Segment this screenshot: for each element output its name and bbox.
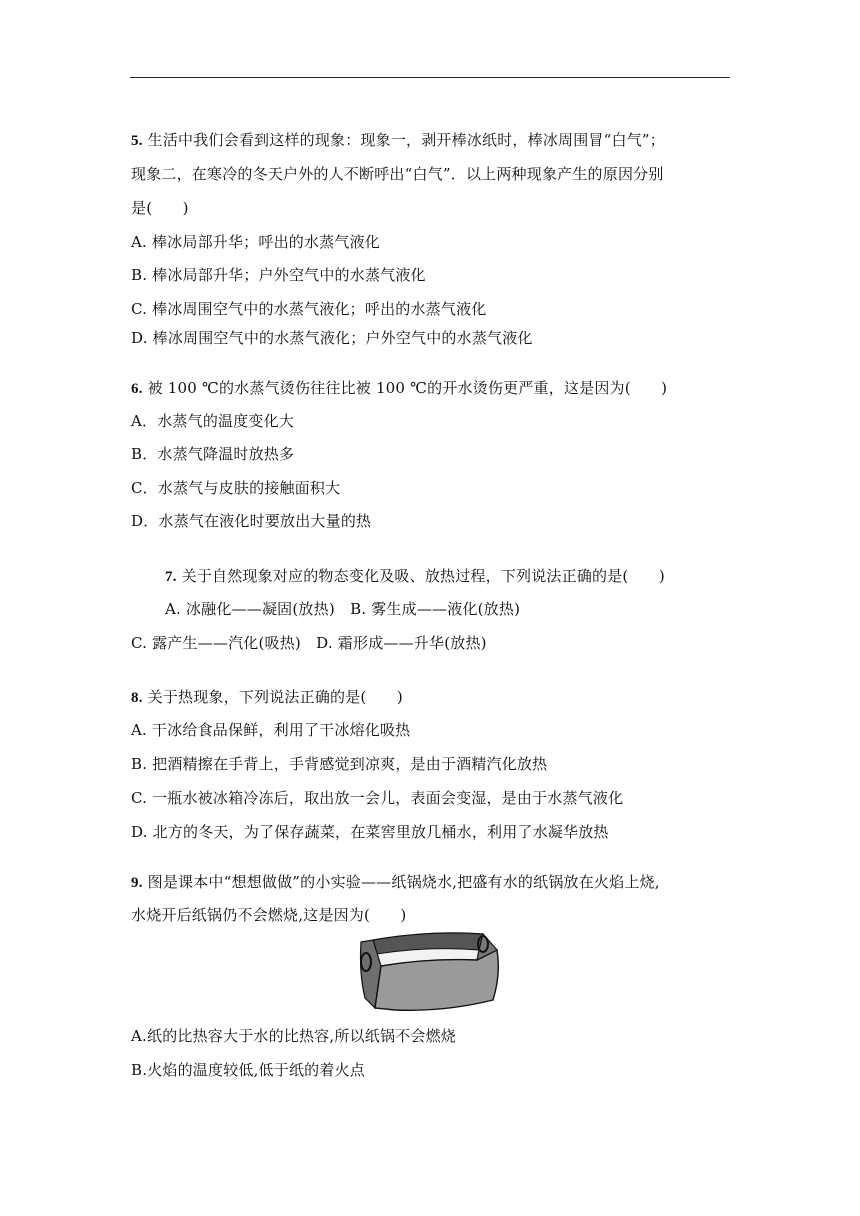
q6-option-b: B．水蒸气降温时放热多	[131, 445, 295, 463]
q5-number: 5.	[131, 133, 143, 149]
q6-number: 6.	[131, 381, 143, 397]
q6-option-a: A．水蒸气的温度变化大	[131, 412, 295, 430]
q6-stem-text: 被 100 ℃的水蒸气烫伤往往比被 100 ℃的开水烫伤更严重，这是因为( )	[147, 379, 668, 397]
q7-stem-text: 关于自然现象对应的物态变化及吸、放热过程，下列说法正确的是( )	[181, 567, 665, 585]
q5-stem-line-2: 现象二，在寒冷的冬天户外的人不断呼出“白气”．以上两种现象产生的原因分别	[131, 165, 664, 183]
q6-stem	[131, 378, 667, 399]
q8-option-d: D. 北方的冬天，为了保存蔬菜，在菜窖里放几桶水，利用了水凝华放热	[131, 823, 609, 841]
q8-option-c: C. 一瓶水被冰箱冷冻后，取出放一会儿，表面会变湿，是由于水蒸气液化	[131, 789, 624, 807]
q7-options-line-2: C. 露产生——汽化(吸热) D. 霜形成——升华(放热)	[131, 634, 487, 652]
q6-option-c: C．水蒸气与皮肤的接触面积大	[131, 479, 341, 497]
q8-number: 8.	[131, 690, 143, 706]
q8-stem	[131, 687, 403, 708]
q7-number: 7.	[165, 569, 177, 585]
q9-stem-line-1	[131, 872, 660, 893]
q5-stem-text-1: 生活中我们会看到这样的现象：现象一，剥开棒冰纸时，棒冰周围冒“白气”；	[147, 131, 665, 149]
q7-options-line-1: A. 冰融化——凝固(放热) B. 雾生成——液化(放热)	[165, 600, 521, 618]
header-rule	[130, 77, 730, 78]
q8-option-b: B. 把酒精擦在手背上，手背感觉到凉爽，是由于酒精汽化放热	[131, 755, 548, 773]
q8-option-a: A. 干冰给食品保鲜，利用了干冰熔化吸热	[131, 721, 411, 739]
q9-stem-text-1: 图是课本中“想想做做”的小实验——纸锅烧水,把盛有水的纸锅放在火焰上烧,	[147, 873, 660, 891]
q6-option-d: D．水蒸气在液化时要放出大量的热	[131, 512, 372, 530]
q5-stem-line-3: 是( )	[131, 199, 189, 217]
q5-option-a: A. 棒冰局部升华；呼出的水蒸气液化	[131, 233, 380, 251]
q8-stem-text: 关于热现象，下列说法正确的是( )	[147, 688, 403, 706]
q9-stem-line-2: 水烧开后纸锅仍不会燃烧,这是因为( )	[131, 906, 407, 924]
q9-option-b: B.火焰的温度较低,低于纸的着火点	[131, 1061, 365, 1079]
paper-pot-illustration	[355, 924, 503, 1016]
q9-number: 9.	[131, 875, 143, 891]
q5-option-b: B. 棒冰局部升华；户外空气中的水蒸气液化	[131, 266, 426, 284]
q5-stem-line-1	[131, 130, 665, 151]
q9-option-a: A.纸的比热容大于水的比热容,所以纸锅不会燃烧	[131, 1027, 456, 1045]
q7-stem	[165, 566, 665, 587]
q5-option-c: C. 棒冰周围空气中的水蒸气液化；呼出的水蒸气液化	[131, 300, 487, 318]
q5-option-d: D. 棒冰周围空气中的水蒸气液化；户外空气中的水蒸气液化	[131, 329, 533, 347]
